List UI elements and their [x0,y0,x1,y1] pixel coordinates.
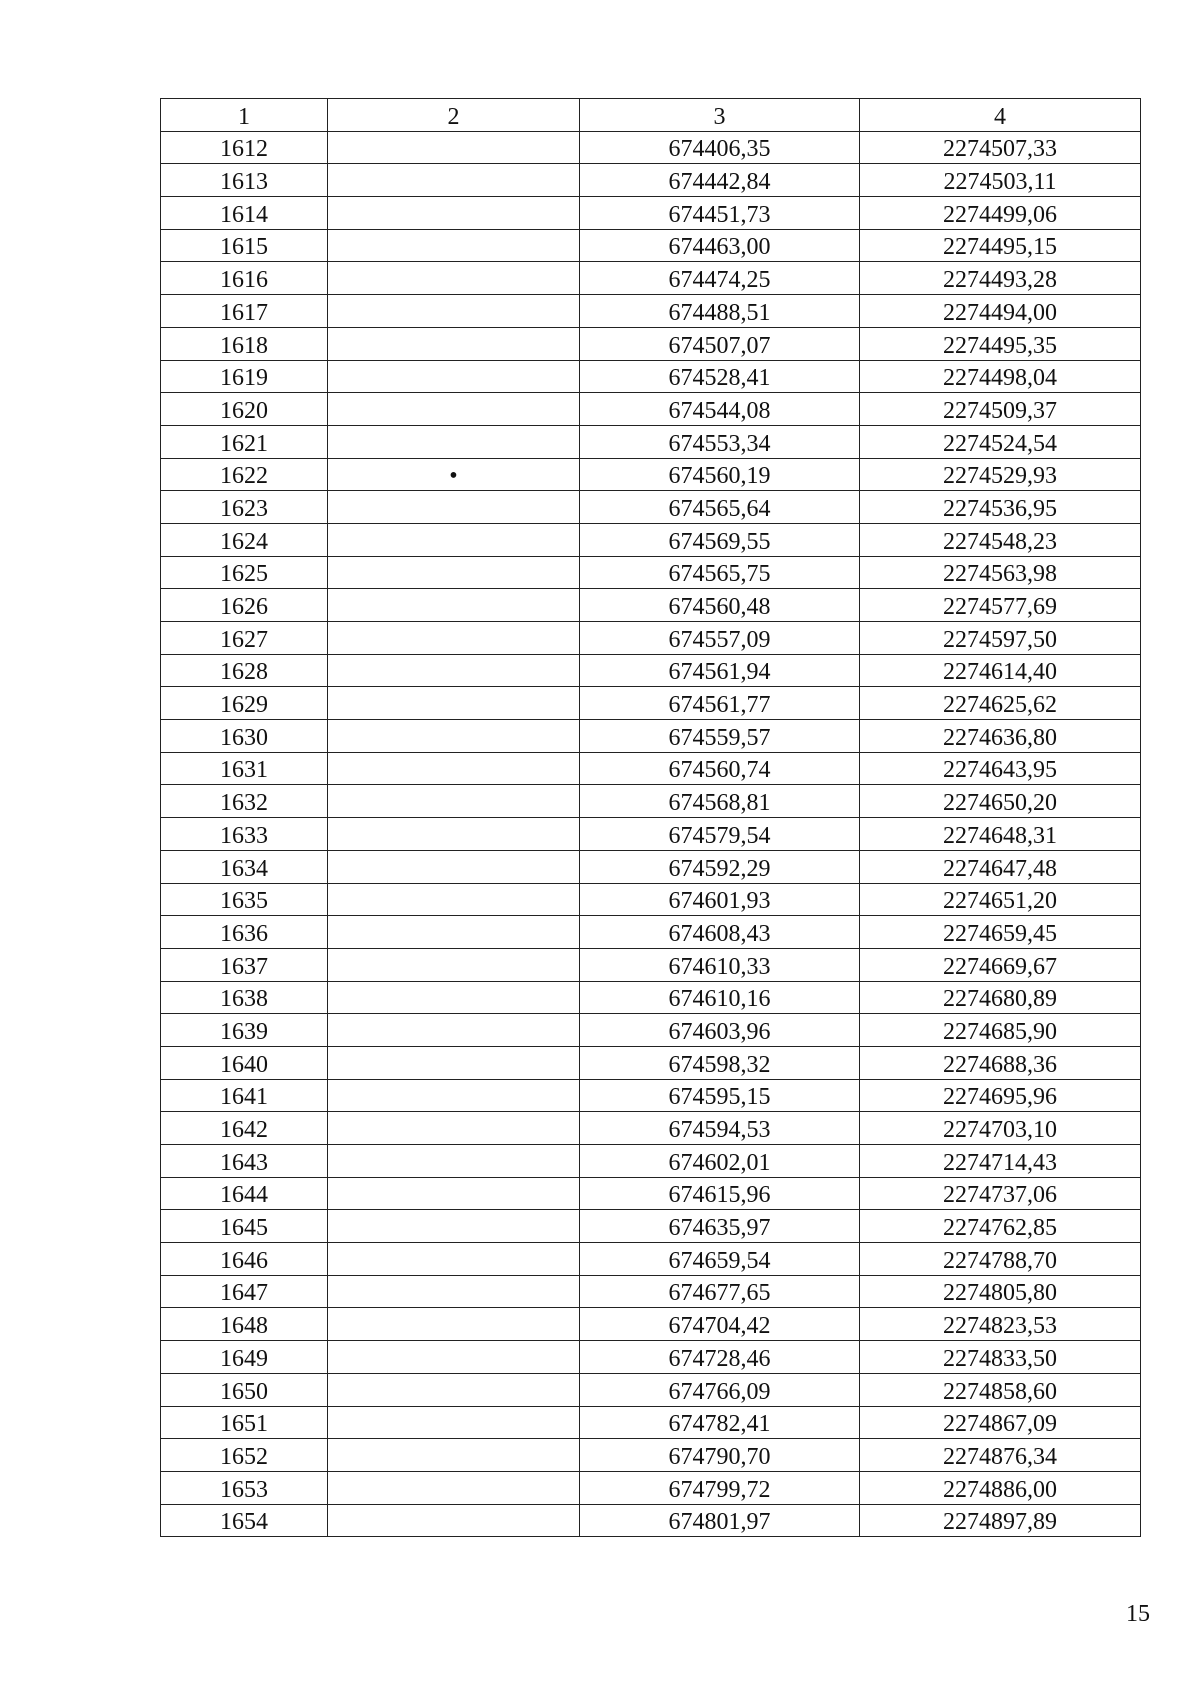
table-row [161,1177,1141,1210]
x-coordinate-cell: 674610,16 [580,981,860,1014]
point-number-cell: 1639 [161,1014,328,1047]
table-row [161,916,1141,949]
table-row [161,1471,1141,1504]
y-coordinate-cell: 2274685,90 [860,1014,1141,1047]
x-coordinate-cell: 674592,29 [580,850,860,883]
column-2-cell [328,327,580,360]
table-row [161,1145,1141,1178]
point-number-cell: 1640 [161,1046,328,1079]
y-coordinate-cell: 2274597,50 [860,622,1141,655]
y-coordinate-cell: 2274524,54 [860,425,1141,458]
table-row [161,1014,1141,1047]
table-body [161,131,1141,1537]
page-number: 15 [1126,1601,1150,1627]
point-number-cell: 1643 [161,1145,328,1178]
point-number-cell: 1635 [161,883,328,916]
column-2-cell [328,883,580,916]
x-coordinate-cell: 674594,53 [580,1112,860,1145]
point-number-cell: 1617 [161,295,328,328]
column-2-cell [328,1406,580,1439]
y-coordinate-cell: 2274614,40 [860,654,1141,687]
y-coordinate-cell: 2274805,80 [860,1275,1141,1308]
y-coordinate-cell: 2274867,09 [860,1406,1141,1439]
table-row [161,1308,1141,1341]
y-coordinate-cell: 2274659,45 [860,916,1141,949]
column-2-cell [328,948,580,981]
x-coordinate-cell: 674442,84 [580,164,860,197]
point-number-cell: 1630 [161,720,328,753]
point-number-cell: 1647 [161,1275,328,1308]
y-coordinate-cell: 2274714,43 [860,1145,1141,1178]
column-2-cell [328,916,580,949]
point-number-cell: 1626 [161,589,328,622]
column-2-cell [328,229,580,262]
column-2-cell [328,622,580,655]
x-coordinate-cell: 674677,65 [580,1275,860,1308]
x-coordinate-cell: 674610,33 [580,948,860,981]
x-coordinate-cell: 674560,19 [580,458,860,491]
point-number-cell: 1636 [161,916,328,949]
point-number-cell: 1623 [161,491,328,524]
table-row [161,262,1141,295]
y-coordinate-cell: 2274636,80 [860,720,1141,753]
point-number-cell: 1633 [161,818,328,851]
point-number-cell: 1612 [161,131,328,164]
table-row [161,556,1141,589]
column-header-4: 4 [860,99,1141,132]
x-coordinate-cell: 674728,46 [580,1341,860,1374]
y-coordinate-cell: 2274833,50 [860,1341,1141,1374]
column-2-cell [328,1341,580,1374]
point-number-cell: 1620 [161,393,328,426]
column-2-cell [328,197,580,230]
point-number-cell: 1622 [161,458,328,491]
y-coordinate-cell: 2274858,60 [860,1373,1141,1406]
y-coordinate-cell: 2274876,34 [860,1439,1141,1472]
table-row [161,720,1141,753]
column-2-cell [328,752,580,785]
table-row [161,1112,1141,1145]
point-number-cell: 1619 [161,360,328,393]
x-coordinate-cell: 674561,77 [580,687,860,720]
x-coordinate-cell: 674474,25 [580,262,860,295]
point-number-cell: 1637 [161,948,328,981]
y-coordinate-cell: 2274495,15 [860,229,1141,262]
x-coordinate-cell: 674766,09 [580,1373,860,1406]
x-coordinate-cell: 674565,64 [580,491,860,524]
y-coordinate-cell: 2274897,89 [860,1504,1141,1537]
table-row [161,948,1141,981]
point-number-cell: 1631 [161,752,328,785]
y-coordinate-cell: 2274503,11 [860,164,1141,197]
x-coordinate-cell: 674603,96 [580,1014,860,1047]
x-coordinate-cell: 674598,32 [580,1046,860,1079]
x-coordinate-cell: 674615,96 [580,1177,860,1210]
column-2-cell [328,1112,580,1145]
y-coordinate-cell: 2274651,20 [860,883,1141,916]
y-coordinate-cell: 2274509,37 [860,393,1141,426]
point-number-cell: 1652 [161,1439,328,1472]
point-number-cell: 1627 [161,622,328,655]
point-number-cell: 1613 [161,164,328,197]
y-coordinate-cell: 2274669,67 [860,948,1141,981]
column-2-cell [328,556,580,589]
y-coordinate-cell: 2274762,85 [860,1210,1141,1243]
y-coordinate-cell: 2274495,35 [860,327,1141,360]
table-row [161,981,1141,1014]
point-number-cell: 1632 [161,785,328,818]
column-2-cell [328,850,580,883]
point-number-cell: 1649 [161,1341,328,1374]
column-2-cell [328,1373,580,1406]
x-coordinate-cell: 674568,81 [580,785,860,818]
table-row [161,1046,1141,1079]
column-2-cell [328,262,580,295]
table-row [161,1275,1141,1308]
column-2-cell [328,1504,580,1537]
table-row [161,164,1141,197]
table-row [161,1373,1141,1406]
column-header-1: 1 [161,99,328,132]
table-row [161,785,1141,818]
point-number-cell: 1648 [161,1308,328,1341]
point-number-cell: 1654 [161,1504,328,1537]
point-number-cell: 1625 [161,556,328,589]
y-coordinate-cell: 2274577,69 [860,589,1141,622]
x-coordinate-cell: 674782,41 [580,1406,860,1439]
table-row [161,850,1141,883]
header-row [161,99,1141,132]
column-2-cell: • [328,458,580,491]
point-number-cell: 1646 [161,1243,328,1276]
x-coordinate-cell: 674601,93 [580,883,860,916]
column-2-cell [328,360,580,393]
y-coordinate-cell: 2274703,10 [860,1112,1141,1145]
x-coordinate-cell: 674704,42 [580,1308,860,1341]
x-coordinate-cell: 674553,34 [580,425,860,458]
x-coordinate-cell: 674565,75 [580,556,860,589]
table-row [161,687,1141,720]
point-number-cell: 1642 [161,1112,328,1145]
point-number-cell: 1614 [161,197,328,230]
y-coordinate-cell: 2274548,23 [860,523,1141,556]
point-number-cell: 1628 [161,654,328,687]
y-coordinate-cell: 2274529,93 [860,458,1141,491]
y-coordinate-cell: 2274680,89 [860,981,1141,1014]
x-coordinate-cell: 674799,72 [580,1471,860,1504]
x-coordinate-cell: 674463,00 [580,229,860,262]
column-2-cell [328,1243,580,1276]
column-2-cell [328,687,580,720]
column-header-3: 3 [580,99,860,132]
x-coordinate-cell: 674569,55 [580,523,860,556]
table-row [161,1341,1141,1374]
y-coordinate-cell: 2274788,70 [860,1243,1141,1276]
y-coordinate-cell: 2274507,33 [860,131,1141,164]
y-coordinate-cell: 2274886,00 [860,1471,1141,1504]
column-2-cell [328,785,580,818]
x-coordinate-cell: 674579,54 [580,818,860,851]
table-row [161,197,1141,230]
y-coordinate-cell: 2274536,95 [860,491,1141,524]
x-coordinate-cell: 674801,97 [580,1504,860,1537]
column-2-cell [328,425,580,458]
column-2-cell [328,981,580,1014]
x-coordinate-cell: 674528,41 [580,360,860,393]
x-coordinate-cell: 674451,73 [580,197,860,230]
table-row [161,883,1141,916]
point-number-cell: 1615 [161,229,328,262]
y-coordinate-cell: 2274688,36 [860,1046,1141,1079]
x-coordinate-cell: 674507,07 [580,327,860,360]
x-coordinate-cell: 674635,97 [580,1210,860,1243]
table-row [161,752,1141,785]
x-coordinate-cell: 674560,48 [580,589,860,622]
column-2-cell [328,720,580,753]
column-2-cell [328,1145,580,1178]
y-coordinate-cell: 2274625,62 [860,687,1141,720]
column-2-cell [328,1439,580,1472]
column-header-2: 2 [328,99,580,132]
x-coordinate-cell: 674659,54 [580,1243,860,1276]
column-2-cell [328,1471,580,1504]
point-number-cell: 1645 [161,1210,328,1243]
column-2-cell [328,393,580,426]
table-row [161,1243,1141,1276]
point-number-cell: 1629 [161,687,328,720]
table-row [161,295,1141,328]
table-row [161,589,1141,622]
point-number-cell: 1653 [161,1471,328,1504]
table-row [161,425,1141,458]
column-2-cell [328,818,580,851]
column-2-cell [328,164,580,197]
x-coordinate-cell: 674608,43 [580,916,860,949]
table-row [161,1210,1141,1243]
table-row [161,622,1141,655]
column-2-cell [328,491,580,524]
column-2-cell [328,1177,580,1210]
x-coordinate-cell: 674602,01 [580,1145,860,1178]
table-row [161,1504,1141,1537]
point-number-cell: 1650 [161,1373,328,1406]
x-coordinate-cell: 674561,94 [580,654,860,687]
column-2-cell [328,523,580,556]
table-row [161,523,1141,556]
table-row [161,1406,1141,1439]
point-number-cell: 1644 [161,1177,328,1210]
y-coordinate-cell: 2274498,04 [860,360,1141,393]
table-row [161,1079,1141,1112]
column-2-cell [328,1046,580,1079]
table-row [161,131,1141,164]
y-coordinate-cell: 2274823,53 [860,1308,1141,1341]
table-row [161,1439,1141,1472]
x-coordinate-cell: 674595,15 [580,1079,860,1112]
y-coordinate-cell: 2274648,31 [860,818,1141,851]
table-row [161,654,1141,687]
point-number-cell: 1634 [161,850,328,883]
table-row [161,360,1141,393]
x-coordinate-cell: 674557,09 [580,622,860,655]
y-coordinate-cell: 2274643,95 [860,752,1141,785]
y-coordinate-cell: 2274737,06 [860,1177,1141,1210]
y-coordinate-cell: 2274650,20 [860,785,1141,818]
column-2-cell [328,131,580,164]
column-2-cell [328,1308,580,1341]
column-2-cell [328,1014,580,1047]
coordinates-table [160,98,1141,1537]
point-number-cell: 1618 [161,327,328,360]
column-2-cell [328,1079,580,1112]
y-coordinate-cell: 2274499,06 [860,197,1141,230]
table-header [161,99,1141,132]
point-number-cell: 1624 [161,523,328,556]
point-number-cell: 1651 [161,1406,328,1439]
column-2-cell [328,1275,580,1308]
point-number-cell: 1638 [161,981,328,1014]
table-row [161,818,1141,851]
table-row [161,458,1141,491]
y-coordinate-cell: 2274493,28 [860,262,1141,295]
table-row [161,229,1141,262]
table-row [161,393,1141,426]
x-coordinate-cell: 674560,74 [580,752,860,785]
column-2-cell [328,589,580,622]
x-coordinate-cell: 674406,35 [580,131,860,164]
column-2-cell [328,654,580,687]
point-number-cell: 1616 [161,262,328,295]
y-coordinate-cell: 2274647,48 [860,850,1141,883]
y-coordinate-cell: 2274563,98 [860,556,1141,589]
x-coordinate-cell: 674544,08 [580,393,860,426]
y-coordinate-cell: 2274695,96 [860,1079,1141,1112]
point-number-cell: 1641 [161,1079,328,1112]
table-row [161,327,1141,360]
column-2-cell [328,295,580,328]
point-number-cell: 1621 [161,425,328,458]
x-coordinate-cell: 674488,51 [580,295,860,328]
table-row [161,491,1141,524]
x-coordinate-cell: 674790,70 [580,1439,860,1472]
y-coordinate-cell: 2274494,00 [860,295,1141,328]
column-2-cell [328,1210,580,1243]
x-coordinate-cell: 674559,57 [580,720,860,753]
